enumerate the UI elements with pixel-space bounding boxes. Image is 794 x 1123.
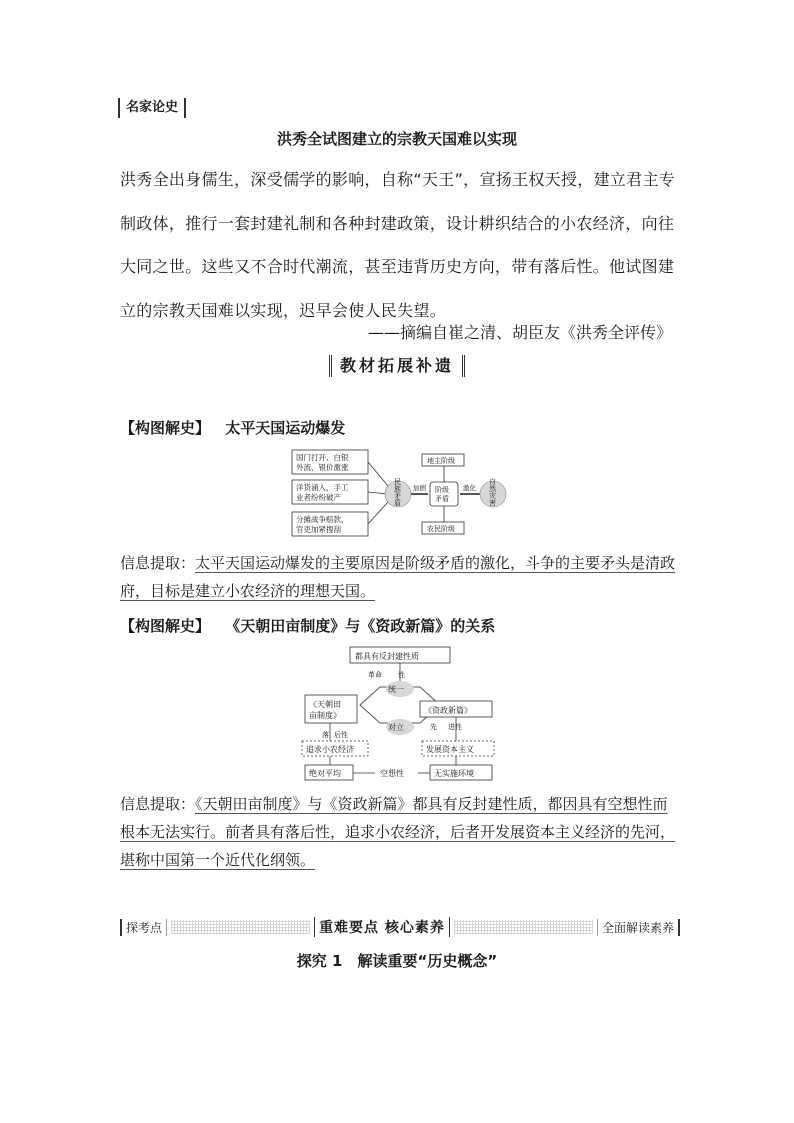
intensify-label-2: 激化 [463, 484, 476, 492]
svg-text:进性: 进性 [448, 723, 462, 731]
section2-tag: 【构图解史】 [120, 617, 211, 635]
national-conflict-text: 民族矛盾 [394, 478, 401, 507]
svg-text:地主阶级: 地主阶级 [427, 457, 455, 465]
bar-left-label: 探考点 [120, 919, 167, 936]
bar-right-label: 全面解读素养 [597, 919, 680, 936]
section1-title: 太平天国运动爆发 [225, 419, 346, 437]
svg-text:革命: 革命 [368, 671, 382, 679]
svg-text:发展资本主义: 发展资本主义 [426, 745, 474, 754]
taiping-cause-diagram [290, 448, 510, 540]
section2-info-text: 《天朝田亩制度》与《资政新篇》都具有反封建性质，都因具有空想性而根本无法实行。前者具有落后性，追求小农经济，后者开发展资本主义经济的先河，堪称中国第一个近代化纲领。 [120, 795, 676, 869]
bar-fill-left [171, 920, 310, 934]
explore-title: 探究 1 解读重要“历史概念” [296, 952, 498, 970]
cause-box-2-text: 洋货涌入，手工业者纷纷破产 [296, 483, 349, 502]
core-literacy-bar [120, 917, 680, 937]
supplement-banner [0, 355, 794, 377]
svg-text:统一: 统一 [388, 685, 404, 694]
svg-text:追求小农经济: 追求小农经济 [306, 745, 354, 754]
supplement-banner-text: 教材拓展补遗 [329, 355, 465, 377]
section2-title: 《天朝田亩制度》与《资政新篇》的关系 [225, 617, 496, 635]
section2-info [120, 790, 680, 874]
svg-text:阶级矛盾: 阶级矛盾 [435, 486, 449, 503]
section-label-famous: 名家论史 [118, 98, 186, 118]
svg-text:绝对平均: 绝对平均 [309, 769, 341, 778]
bar-fill-right [454, 920, 593, 934]
section1-info-label: 信息提取： [120, 554, 196, 572]
cause-box-3-text: 分摊战争赔款，官吏加紧搜刮 [296, 515, 349, 534]
section1-info-text: 太平天国运动爆发的主要原因是阶级矛盾的激化，斗争的主要矛头是清政府，目标是建立小农经济的理想天国。 [120, 554, 676, 600]
bar-middle-label: 重难要点 核心素养 [314, 917, 450, 937]
citation: ——摘编自崔之清、胡臣友《洪秀全评传》 [367, 323, 672, 342]
section2-heading [120, 615, 495, 636]
intensify-label-1: 加剧 [413, 484, 426, 492]
section1-tag: 【构图解史】 [120, 419, 211, 437]
famous-title: 洪秀全试图建立的宗教天国难以实现 [276, 130, 517, 148]
cause-box-1-text: 国门打开、白银外流、银价激涨 [296, 453, 349, 472]
svg-text:《资政新篇》: 《资政新篇》 [424, 706, 472, 715]
section2-info-label: 信息提取： [120, 795, 196, 813]
svg-text:后性: 后性 [334, 731, 348, 739]
svg-text:无实施环境: 无实施环境 [434, 769, 474, 778]
svg-text:对立: 对立 [388, 723, 404, 732]
svg-text:自然灾害: 自然灾害 [489, 478, 496, 507]
svg-text:农民阶级: 农民阶级 [427, 525, 455, 533]
svg-text:先: 先 [430, 723, 437, 731]
svg-text:落: 落 [322, 731, 329, 739]
famous-paragraph: 洪秀全出身儒生，深受儒学的影响，自称“天王”，宣扬王权天授，建立君主专制政体，推行一套封建礼制和各种封建政策，设计耕织结合的小农经济，向往大同之世。这些又不合时代潮流，甚至违背历史方向，带有落后性。他试图建立的宗教天国难以实现，迟早会使人民失望。 [120, 170, 676, 320]
svg-text:都具有反封建性质: 都具有反封建性质 [355, 652, 419, 661]
svg-text:《天朝田亩制度》: 《天朝田亩制度》 [309, 700, 341, 720]
section1-heading [120, 417, 345, 438]
documents-relation-diagram [300, 645, 505, 785]
svg-text:空想性: 空想性 [380, 769, 404, 778]
svg-text:性: 性 [398, 671, 405, 679]
section1-info [120, 549, 680, 605]
